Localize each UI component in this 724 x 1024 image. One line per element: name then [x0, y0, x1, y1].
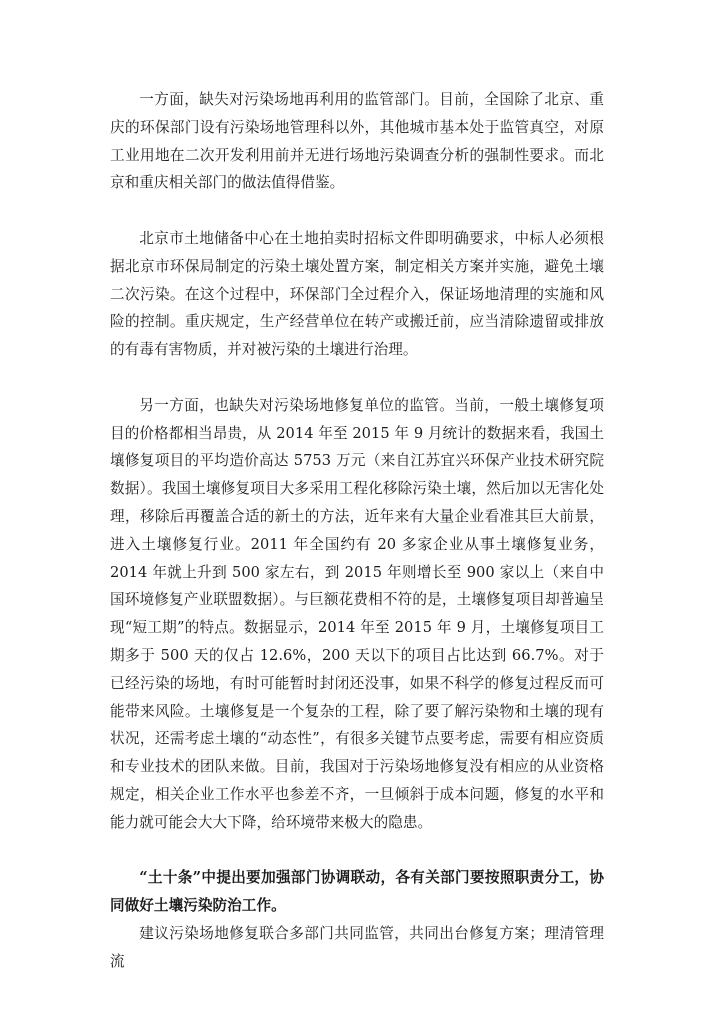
paragraph-spacer — [110, 364, 604, 392]
paragraph-recommendation: 建议污染场地修复联合多部门共同监管，共同出台修复方案；理清管理流 — [110, 924, 604, 970]
document-page — [110, 86, 604, 976]
paragraph-beijing-chongqing: 北京市土地储备中心在土地拍卖时招标文件即明确要求，中标人必须根据北京市环保局制定的污染土壤处置方案，制定相关方案并实施，避免土壤二次污染。在这个过程中，环保部门全过程介入，保证场地清理的实施和风险的控制。重庆规定，生产经营单位在转产或搬迁前，应当清除遗留或排放的有毒有害物质，并对被污染的土壤进行治理。 — [110, 229, 604, 359]
paragraph-remediation-units: 另一方面，也缺失对污染场地修复单位的监管。当前，一般土壤修复项目的价格都相当昂贵，从 2014 年至 2015 年 9 月统计的数据来看，我国土壤修复项目的平均造价高达 5753 万元（来自江苏宜兴环保产业技术研究院数据）。我国土壤修复项目大多采用工程化移除污染土壤，然后加以无害化处理，移除后再覆盖合适的新土的方法，近年来有大量企业看准其巨大前景，进入土壤修复行业。2011 年全国约有 20 多家企业从事土壤修复业务，2014 年就上升到 500 家左右，到 2015 年则增长至 900 家以上（来自中国环境修复产业联盟数据）。与巨额花费相不符的是，土壤修复项目却普遍呈现“短工期”的特点。数据显示，2014 年至 2015 年 9 月，土壤修复项目工期多于 500 天的仅占 12.6%，200 天以下的项目占比达到 66.7%。对于已经污染的场地，有时可能暂时封闭还没事，如果不科学的修复过程反而可能带来风险。土壤修复是一个复杂的工程，除了要了解污染物和土壤的现有状况，还需考虑土壤的“动态性”，有很多关键节点要考虑，需要有相应资质和专业技术的团队来做。目前，我国对于污染场地修复没有相应的从业资格规定，相关企业工作水平也参差不齐，一旦倾斜于成本问题，修复的水平和能力就可能会大大下降，给环境带来极大的隐患。 — [110, 396, 604, 831]
paragraph-spacer — [110, 837, 604, 865]
paragraph-spacer — [110, 197, 604, 225]
paragraph-soil-ten-articles: “土十条”中提出要加强部门协调联动，各有关部门要按照职责分工，协同做好土壤污染防治工作。 — [110, 869, 604, 915]
paragraph-regulatory-gap: 一方面，缺失对污染场地再利用的监管部门。目前，全国除了北京、重庆的环保部门设有污染场地管理科以外，其他城市基本处于监管真空，对原工业用地在二次开发利用前并无进行场地污染调查分析的强制性要求。而北京和重庆相关部门的做法值得借鉴。 — [110, 91, 604, 192]
